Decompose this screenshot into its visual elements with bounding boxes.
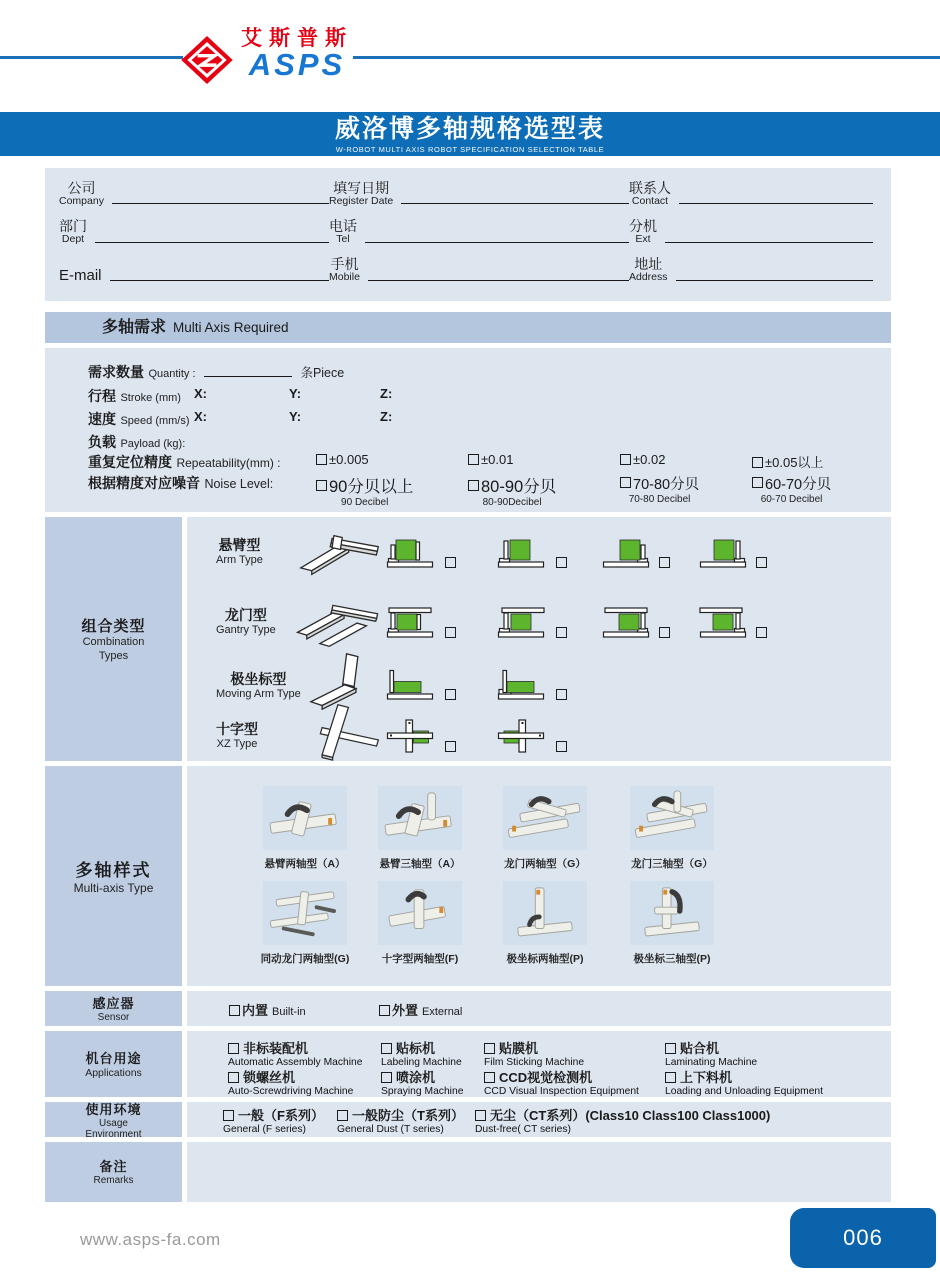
contact-label: 联系人: [629, 179, 671, 196]
app-spraying-checkbox[interactable]: [381, 1072, 392, 1083]
arm-checkbox-4[interactable]: [756, 557, 767, 568]
arm-checkbox-1[interactable]: [445, 557, 456, 568]
gantry-option-3: [600, 605, 670, 641]
logo-chinese-text: 艾斯普斯: [241, 27, 353, 50]
payload-row: 负载 Payload (kg):: [88, 434, 186, 450]
stroke-row: 行程 Stroke (mm) X: Y: Z:: [88, 386, 393, 404]
page-subtitle: W-ROBOT MULTI AXIS ROBOT SPECIFICATION SELECTION TABLE: [335, 144, 605, 154]
combination-row-xz: 十字型 XZ Type: [187, 717, 891, 761]
address-label: 地址: [634, 256, 663, 273]
app-loading-unloading-checkbox[interactable]: [665, 1072, 676, 1083]
noise-option-2: 70-80分贝 70-80 Decibel: [620, 473, 699, 505]
polar-schematic-2-icon: [497, 669, 547, 703]
app-assembly: 非标装配机 Automatic Assembly Machine: [228, 1041, 363, 1068]
stroke-y-label: Y:: [289, 386, 302, 401]
arm-checkbox-2[interactable]: [556, 557, 567, 568]
xz-schematic-2-icon: [497, 719, 547, 755]
multi-axis-type-label-cell: 多轴样式 Multi-axis Type: [45, 766, 182, 986]
quantity-row: 需求数量 Quantity : 条Piece: [88, 364, 345, 380]
speed-x-label: X:: [194, 409, 207, 424]
app-labeling: 贴标机 Labeling Machine: [381, 1041, 462, 1068]
polar-checkbox-2[interactable]: [556, 689, 567, 700]
repeatability-checkbox-0[interactable]: [316, 454, 327, 465]
gantry-schematic-4-icon: [697, 605, 747, 641]
arm-option-4: [697, 535, 767, 571]
polar-schematic-1-icon: [386, 669, 436, 703]
repeatability-checkbox-1[interactable]: [468, 454, 479, 465]
combination-types-label-cell: 组合类型 Combination Types: [45, 517, 182, 761]
gantry-schematic-1-icon: [386, 605, 436, 641]
arm-schematic-2-icon: [497, 535, 547, 571]
arm-option-1: [386, 535, 456, 571]
repeatability-option-1: ±0.01: [468, 452, 513, 467]
xz-option-1: [386, 719, 456, 755]
tel-label: 电话: [329, 218, 357, 235]
arm-schematic-4-icon: [697, 535, 747, 571]
multiaxis-item-gantry-2axis: 龙门两轴型（G）: [493, 786, 597, 871]
quantity-input-line[interactable]: [204, 364, 292, 377]
env-dust-free-checkbox[interactable]: [475, 1110, 486, 1121]
env-general: 一般（F系列） General (F series): [223, 1108, 324, 1135]
website-url: www.asps-fa.com: [80, 1230, 221, 1249]
mobile-input-line[interactable]: [368, 280, 629, 281]
app-film-sticking: 贴膜机 Film Sticking Machine: [484, 1041, 585, 1068]
multiaxis-item-arm-2axis: 悬臂两轴型（A）: [253, 786, 357, 871]
field-address: 地址 Address: [629, 255, 873, 293]
logo-latin-text: ASPS: [248, 47, 346, 82]
arm-type-3d-icon: [295, 531, 383, 579]
polar-option-2: [497, 669, 567, 703]
polar-2axis-photo: [503, 881, 587, 945]
app-film-sticking-checkbox[interactable]: [484, 1043, 495, 1054]
noise-checkbox-1[interactable]: [468, 480, 479, 491]
app-spraying: 喷涂机 Spraying Machine: [381, 1070, 464, 1097]
repeatability-checkbox-3[interactable]: [752, 457, 763, 468]
register-date-input-line[interactable]: [401, 203, 629, 204]
multi-axis-type-panel: [187, 766, 891, 986]
xz-checkbox-1[interactable]: [445, 741, 456, 752]
xz-type-3d-icon: [315, 703, 381, 761]
gantry-checkbox-4[interactable]: [756, 627, 767, 638]
app-ccd-inspection: CCD视觉检测机 CCD Visual Inspection Equipment: [484, 1070, 639, 1097]
dept-input-line[interactable]: [95, 242, 329, 243]
gantry-option-2: [497, 605, 567, 641]
applications-panel: [187, 1031, 891, 1097]
noise-checkbox-2[interactable]: [620, 477, 631, 488]
noise-checkbox-3[interactable]: [752, 477, 763, 488]
arm-3axis-photo: [378, 786, 462, 850]
gantry-2axis-photo: [503, 786, 587, 850]
arm-schematic-3-icon: [600, 535, 650, 571]
asps-diamond-icon: [181, 36, 233, 84]
environment-label-cell: 使用环境 Usage Environment: [45, 1102, 182, 1137]
speed-y-label: Y:: [289, 409, 302, 424]
sensor-external-checkbox[interactable]: [379, 1005, 390, 1016]
arm-schematic-1-icon: [386, 535, 436, 571]
remarks-panel[interactable]: [187, 1142, 891, 1202]
address-input-line[interactable]: [676, 280, 873, 281]
stroke-z-label: Z:: [380, 386, 393, 401]
mobile-label: 手机: [330, 256, 359, 273]
multiaxis-item-xz-2axis: 十字型两轴型(F): [368, 881, 472, 966]
app-loading-unloading: 上下料机 Loading and Unloading Equipment: [665, 1070, 824, 1097]
multi-axis-required-header: 多轴需求 Multi Axis Required: [45, 312, 891, 343]
polar-checkbox-1[interactable]: [445, 689, 456, 700]
multiaxis-item-polar-2axis: 极坐标两轴型(P): [493, 881, 597, 966]
field-mobile: 手机 Mobile: [329, 255, 629, 293]
page-number-badge: [790, 1208, 936, 1268]
speed-z-label: Z:: [380, 409, 393, 424]
register-date-label: 填写日期: [333, 179, 390, 196]
remarks-label-cell: 备注 Remarks: [45, 1142, 182, 1202]
env-general-checkbox[interactable]: [223, 1110, 234, 1121]
field-company: 公司 Company: [59, 178, 329, 216]
app-screwdriving-checkbox[interactable]: [228, 1072, 239, 1083]
repeatability-checkbox-2[interactable]: [620, 454, 631, 465]
noise-checkbox-0[interactable]: [316, 480, 327, 491]
app-assembly-checkbox[interactable]: [228, 1043, 239, 1054]
gantry-checkbox-3[interactable]: [659, 627, 670, 638]
sensor-option-builtin: 内置 Built-in: [229, 1000, 306, 1019]
page-title-bar: [0, 112, 940, 156]
gantry-option-1: [386, 605, 456, 641]
header-rule-left: [0, 56, 183, 59]
email-label: E-mail: [59, 266, 102, 284]
sensor-label-cell: 感应器 Sensor: [45, 991, 182, 1026]
xz-option-2: [497, 719, 567, 755]
env-dust-free: 无尘（CT系列）(Class10 Class100 Class1000) Dust-free( CT series): [475, 1108, 771, 1135]
field-tel: 电话 Tel: [329, 216, 629, 254]
combination-row-arm: 悬臂型 Arm Type: [187, 517, 891, 595]
repeatability-option-0: ±0.005: [316, 452, 369, 467]
app-ccd-inspection-checkbox[interactable]: [484, 1072, 495, 1083]
sync-gantry-2axis-photo: [263, 881, 347, 945]
gantry-option-4: [697, 605, 767, 641]
xz-checkbox-2[interactable]: [556, 741, 567, 752]
sensor-builtin-checkbox[interactable]: [229, 1005, 240, 1016]
repeatability-option-2: ±0.02: [620, 452, 665, 467]
arm-option-2: [497, 535, 567, 571]
field-ext: 分机 Ext: [629, 216, 873, 254]
gantry-type-3d-icon: [293, 597, 383, 651]
polar-option-1: [386, 669, 456, 703]
app-screwdriving: 锁螺丝机 Auto-Screwdriving Machine: [228, 1070, 354, 1097]
field-register-date: 填写日期 Register Date: [329, 178, 629, 216]
combination-row-polar: 极坐标型 Moving Arm Type: [187, 655, 891, 717]
page-number: 006: [843, 1225, 883, 1250]
sensor-panel: [187, 991, 891, 1026]
env-general-dust: 一般防尘（T系列） General Dust (T series): [337, 1108, 464, 1135]
gantry-checkbox-1[interactable]: [445, 627, 456, 638]
page-title: 威洛博多轴规格选型表: [334, 115, 605, 143]
multiaxis-item-arm-3axis: 悬臂三轴型（A）: [368, 786, 472, 871]
field-contact: 联系人 Contact: [629, 178, 873, 216]
gantry-schematic-2-icon: [497, 605, 547, 641]
arm-checkbox-3[interactable]: [659, 557, 670, 568]
combination-types-panel: [187, 517, 891, 761]
field-email: [59, 255, 329, 293]
combination-row-gantry: 龙门型 Gantry Type: [187, 595, 891, 655]
contact-input-line[interactable]: [679, 203, 873, 204]
gantry-checkbox-2[interactable]: [556, 627, 567, 638]
tel-input-line[interactable]: [365, 242, 629, 243]
arm-2axis-photo: [263, 786, 347, 850]
gantry-schematic-3-icon: [600, 605, 650, 641]
sensor-option-external: 外置 External: [379, 1000, 462, 1019]
speed-row: 速度 Speed (mm/s) X: Y: Z:: [88, 409, 393, 427]
dept-label: 部门: [59, 218, 87, 235]
app-labeling-checkbox[interactable]: [381, 1043, 392, 1054]
multiaxis-item-gantry-3axis: 龙门三轴型（G）: [620, 786, 724, 871]
multiaxis-item-sync-gantry-2axis: 同动龙门两轴型(G): [253, 881, 357, 966]
contact-form-section: [45, 168, 891, 301]
company-label: 公司: [67, 179, 96, 196]
field-dept: 部门 Dept: [59, 216, 329, 254]
arm-option-3: [600, 535, 670, 571]
email-input-line[interactable]: [110, 280, 329, 281]
ext-input-line[interactable]: [665, 242, 873, 243]
xz-schematic-1-icon: [386, 719, 436, 755]
repeatability-option-3: ±0.05以上: [752, 452, 823, 471]
noise-option-1: 80-90分贝 80-90Decibel: [468, 473, 556, 508]
company-input-line[interactable]: [112, 203, 329, 204]
gantry-3axis-photo: [630, 786, 714, 850]
applications-label-cell: 机台用途 Applications: [45, 1031, 182, 1097]
noise-option-0: 90分贝以上 90 Decibel: [316, 473, 413, 508]
repeatability-row: 重复定位精度 Repeatability(mm) : ±0.005 ±0.01 ±0.02 ±0.05以上: [88, 452, 824, 470]
multiaxis-item-polar-3axis: 极坐标三轴型(P): [620, 881, 724, 966]
environment-panel: [187, 1102, 891, 1137]
polar-3axis-photo: [630, 881, 714, 945]
noise-option-3: 60-70分贝 60-70 Decibel: [752, 473, 831, 505]
ext-label: 分机: [629, 218, 657, 235]
asps-logo: [181, 28, 353, 84]
stroke-x-label: X:: [194, 386, 207, 401]
app-laminating-checkbox[interactable]: [665, 1043, 676, 1054]
requirements-section: [45, 348, 891, 512]
header-rule-right: [353, 56, 940, 59]
xz-2axis-photo: [378, 881, 462, 945]
env-general-dust-checkbox[interactable]: [337, 1110, 348, 1121]
noise-row: 根据精度对应噪音 Noise Level: 90分贝以上 90 Decibel 80-90分贝 80-90Decibel 70-80分贝 70-80 Decibel 60-70分贝 60-70 Decibel: [88, 475, 832, 508]
app-laminating: 贴合机 Laminating Machine: [665, 1041, 758, 1068]
